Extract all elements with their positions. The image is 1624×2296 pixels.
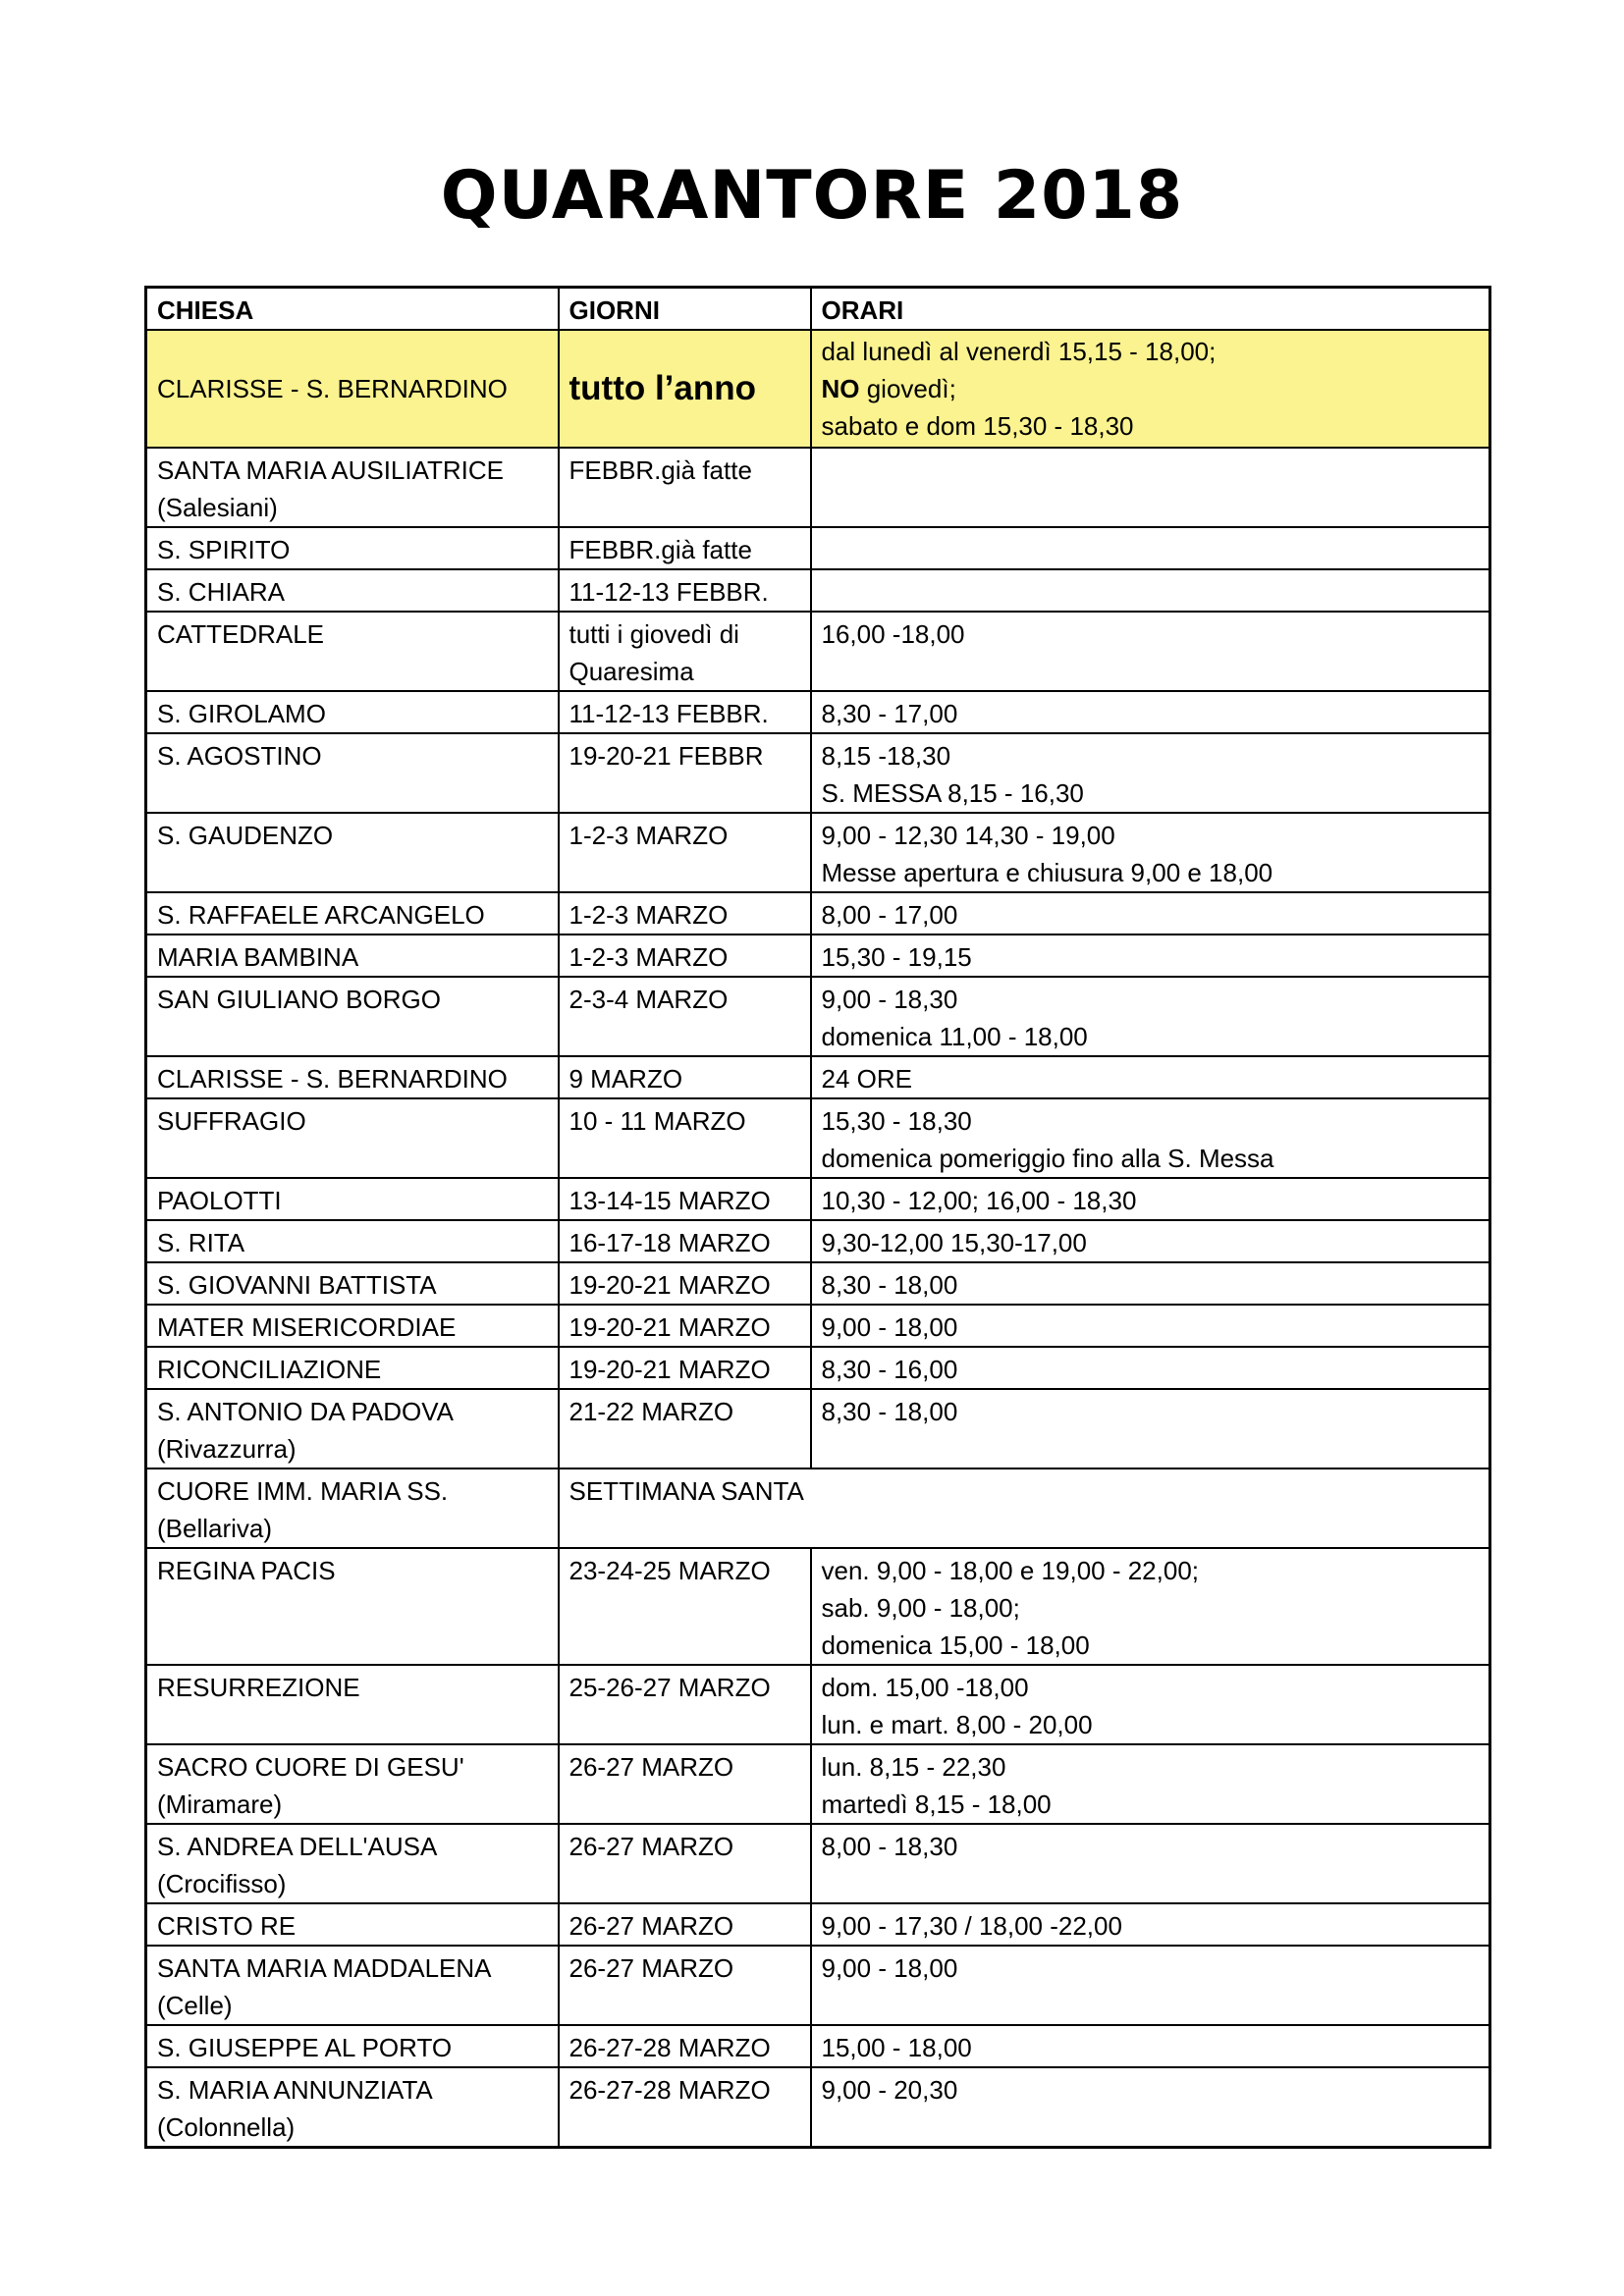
days-cell-line: 26-27 MARZO xyxy=(568,1911,734,1941)
table-row xyxy=(146,733,1490,813)
days-cell xyxy=(559,1262,811,1305)
featured-church: CLARISSE - S. BERNARDINO xyxy=(146,330,559,448)
church-cell xyxy=(146,1098,559,1178)
table-row xyxy=(146,2025,1490,2067)
church-cell-line: S. GIROLAMO xyxy=(157,699,326,728)
church-cell-line: S. GIUSEPPE AL PORTO xyxy=(157,2033,453,2062)
hours-cell-line: S. MESSA 8,15 - 16,30 xyxy=(821,778,1084,808)
church-cell xyxy=(146,1548,559,1665)
hours-cell-line: ven. 9,00 - 18,00 e 19,00 - 22,00; xyxy=(821,1556,1200,1585)
days-cell xyxy=(559,1098,811,1178)
days-cell xyxy=(559,527,811,569)
featured-hours-emphasis: NO xyxy=(821,374,860,403)
church-cell xyxy=(146,934,559,977)
hours-cell xyxy=(811,1305,1490,1347)
church-cell-line: CUORE IMM. MARIA SS. xyxy=(157,1476,449,1506)
days-cell xyxy=(559,1389,811,1468)
days-cell-line: 23-24-25 MARZO xyxy=(568,1556,771,1585)
church-cell xyxy=(146,2025,559,2067)
days-cell-line: 1-2-3 MARZO xyxy=(568,821,729,850)
hours-cell xyxy=(811,1178,1490,1220)
days-cell-line: 19-20-21 MARZO xyxy=(568,1355,771,1384)
days-cell xyxy=(559,1056,811,1098)
hours-cell xyxy=(811,448,1490,527)
church-cell xyxy=(146,1903,559,1946)
table-row xyxy=(146,1824,1490,1903)
days-cell-line: 19-20-21 FEBBR xyxy=(568,741,764,771)
table-row xyxy=(146,1178,1490,1220)
hours-cell-line: 9,00 - 17,30 / 18,00 -22,00 xyxy=(821,1911,1122,1941)
church-cell xyxy=(146,1305,559,1347)
church-cell-line: S. CHIARA xyxy=(157,577,286,607)
hours-cell-line: 9,00 - 18,30 xyxy=(821,985,958,1014)
church-cell-line: (Colonnella) xyxy=(157,2112,296,2142)
hours-cell-line: 16,00 -18,00 xyxy=(821,619,965,649)
church-cell-line: (Rivazzurra) xyxy=(157,1434,297,1464)
hours-cell-line: 10,30 - 12,00; 16,00 - 18,30 xyxy=(821,1186,1137,1215)
hours-cell xyxy=(811,2025,1490,2067)
church-cell xyxy=(146,612,559,691)
church-cell xyxy=(146,1347,559,1389)
church-cell xyxy=(146,813,559,892)
table-row xyxy=(146,1056,1490,1098)
church-cell xyxy=(146,691,559,733)
hours-cell-line: domenica pomeriggio fino alla S. Messa xyxy=(821,1144,1274,1173)
church-cell xyxy=(146,1178,559,1220)
schedule-table xyxy=(144,286,1491,2149)
table-row xyxy=(146,1946,1490,2025)
table-row xyxy=(146,813,1490,892)
hours-cell-line: martedì 8,15 - 18,00 xyxy=(821,1789,1052,1819)
hours-cell-line: 9,00 - 20,30 xyxy=(821,2075,958,2105)
days-cell-line: 1-2-3 MARZO xyxy=(568,900,729,930)
days-cell xyxy=(559,934,811,977)
hours-cell-line: 24 ORE xyxy=(821,1064,912,1094)
church-cell xyxy=(146,569,559,612)
hours-cell-line: 8,30 - 17,00 xyxy=(821,699,958,728)
table-row xyxy=(146,691,1490,733)
church-cell-line: (Bellariva) xyxy=(157,1514,273,1543)
hours-cell xyxy=(811,1744,1490,1824)
table-row xyxy=(146,1744,1490,1824)
church-cell-line: RICONCILIAZIONE xyxy=(157,1355,382,1384)
church-cell-line: (Miramare) xyxy=(157,1789,283,1819)
hours-cell xyxy=(811,1262,1490,1305)
days-cell xyxy=(559,1178,811,1220)
days-cell xyxy=(559,2025,811,2067)
hours-cell xyxy=(811,1903,1490,1946)
church-cell xyxy=(146,527,559,569)
church-cell-line: SANTA MARIA AUSILIATRICE xyxy=(157,455,505,485)
church-cell xyxy=(146,892,559,934)
days-cell xyxy=(559,1946,811,2025)
featured-hours-line: sabato e dom 15,30 - 18,30 xyxy=(821,411,1134,441)
hours-cell xyxy=(811,1824,1490,1903)
header-giorni: GIORNI xyxy=(559,288,811,331)
days-cell xyxy=(559,569,811,612)
hours-cell-line: domenica 11,00 - 18,00 xyxy=(821,1022,1088,1051)
church-cell xyxy=(146,1665,559,1744)
hours-cell xyxy=(811,813,1490,892)
church-cell-line: CLARISSE - S. BERNARDINO xyxy=(157,1064,508,1094)
hours-cell-line: 15,30 - 19,15 xyxy=(821,942,972,972)
table-row xyxy=(146,934,1490,977)
church-cell-line: REGINA PACIS xyxy=(157,1556,336,1585)
hours-cell xyxy=(811,2067,1490,2148)
church-cell-line: CRISTO RE xyxy=(157,1911,297,1941)
days-cell-line: FEBBR.già fatte xyxy=(568,455,752,485)
table-row xyxy=(146,1220,1490,1262)
days-cell xyxy=(559,2067,811,2148)
days-cell-line: tutti i giovedì di xyxy=(568,619,739,649)
hours-cell-line: 8,00 - 17,00 xyxy=(821,900,958,930)
church-cell-line: SACRO CUORE DI GESU' xyxy=(157,1752,464,1782)
table-row xyxy=(146,612,1490,691)
table-row xyxy=(146,977,1490,1056)
days-cell xyxy=(559,813,811,892)
hours-cell xyxy=(811,612,1490,691)
table-row xyxy=(146,1098,1490,1178)
hours-cell-line: sab. 9,00 - 18,00; xyxy=(821,1593,1020,1623)
days-cell-line: 1-2-3 MARZO xyxy=(568,942,729,972)
hours-cell-line: 9,00 - 18,00 xyxy=(821,1312,958,1342)
featured-days: tutto l’anno xyxy=(559,330,811,448)
church-cell-line: (Celle) xyxy=(157,1991,233,2020)
featured-row xyxy=(146,330,1490,448)
days-cell xyxy=(559,1903,811,1946)
hours-cell xyxy=(811,733,1490,813)
church-cell-line: CATTEDRALE xyxy=(157,619,324,649)
days-cell-line: 11-12-13 FEBBR. xyxy=(568,577,769,607)
church-cell-line: (Crocifisso) xyxy=(157,1869,287,1898)
church-cell-line: SUFFRAGIO xyxy=(157,1106,306,1136)
days-cell-line: 21-22 MARZO xyxy=(568,1397,734,1426)
church-cell xyxy=(146,1220,559,1262)
days-cell-line: 16-17-18 MARZO xyxy=(568,1228,771,1257)
church-cell xyxy=(146,448,559,527)
days-cell xyxy=(559,977,811,1056)
days-cell xyxy=(559,448,811,527)
church-cell xyxy=(146,1468,559,1548)
church-cell-line: (Salesiani) xyxy=(157,493,278,522)
hours-cell-line: 8,30 - 16,00 xyxy=(821,1355,958,1384)
hours-cell-line: dom. 15,00 -18,00 xyxy=(821,1673,1029,1702)
header-chiesa: CHIESA xyxy=(146,288,559,331)
days-cell xyxy=(559,691,811,733)
days-cell-line: 19-20-21 MARZO xyxy=(568,1312,771,1342)
hours-cell xyxy=(811,1548,1490,1665)
days-cell xyxy=(559,1665,811,1744)
days-cell xyxy=(559,612,811,691)
church-cell xyxy=(146,1056,559,1098)
hours-cell-line: Messe apertura e chiusura 9,00 e 18,00 xyxy=(821,858,1273,887)
hours-cell-line: 15,30 - 18,30 xyxy=(821,1106,972,1136)
church-cell-line: S. GAUDENZO xyxy=(157,821,334,850)
hours-cell xyxy=(811,892,1490,934)
page-title: QUARANTORE 2018 xyxy=(440,157,1184,235)
days-cell-line: 26-27-28 MARZO xyxy=(568,2033,771,2062)
church-cell-line: SANTA MARIA MADDALENA xyxy=(157,1953,492,1983)
hours-cell-line: 15,00 - 18,00 xyxy=(821,2033,972,2062)
hours-cell xyxy=(811,934,1490,977)
days-cell xyxy=(559,892,811,934)
days-cell xyxy=(559,1347,811,1389)
church-cell-line: S. RAFFAELE ARCANGELO xyxy=(157,900,485,930)
period-cell: SETTIMANA SANTA xyxy=(559,1468,1490,1548)
church-cell-line: S. RITA xyxy=(157,1228,245,1257)
church-cell-line: S. AGOSTINO xyxy=(157,741,322,771)
featured-hours-line: dal lunedì al venerdì 15,15 - 18,00; xyxy=(821,337,1217,366)
church-cell-line: S. GIOVANNI BATTISTA xyxy=(157,1270,437,1300)
hours-cell xyxy=(811,1389,1490,1468)
hours-cell-line: 8,00 - 18,30 xyxy=(821,1832,958,1861)
church-cell xyxy=(146,733,559,813)
hours-cell-line: domenica 15,00 - 18,00 xyxy=(821,1630,1090,1660)
hours-cell xyxy=(811,569,1490,612)
days-cell xyxy=(559,733,811,813)
days-cell-line: 11-12-13 FEBBR. xyxy=(568,699,769,728)
days-cell-line: 25-26-27 MARZO xyxy=(568,1673,771,1702)
days-cell-line: 19-20-21 MARZO xyxy=(568,1270,771,1300)
hours-cell-line: 9,00 - 12,30 14,30 - 19,00 xyxy=(821,821,1115,850)
hours-cell xyxy=(811,1347,1490,1389)
days-cell xyxy=(559,1548,811,1665)
days-cell-line: 26-27 MARZO xyxy=(568,1832,734,1861)
church-cell xyxy=(146,1946,559,2025)
days-cell-line: 26-27 MARZO xyxy=(568,1953,734,1983)
church-cell-line: PAOLOTTI xyxy=(157,1186,282,1215)
church-cell-line: MATER MISERICORDIAE xyxy=(157,1312,457,1342)
table-row xyxy=(146,527,1490,569)
days-cell xyxy=(559,1305,811,1347)
hours-cell xyxy=(811,1056,1490,1098)
header-orari: ORARI xyxy=(811,288,1490,331)
hours-cell xyxy=(811,1946,1490,2025)
church-cell xyxy=(146,2067,559,2148)
hours-cell xyxy=(811,527,1490,569)
hours-cell xyxy=(811,1665,1490,1744)
table-row xyxy=(146,1347,1490,1389)
featured-hours-text: giovedì; xyxy=(859,374,956,403)
table-header-row xyxy=(146,288,1490,331)
table-row xyxy=(146,1548,1490,1665)
days-cell-line: 13-14-15 MARZO xyxy=(568,1186,771,1215)
church-cell xyxy=(146,977,559,1056)
days-cell-line: Quaresima xyxy=(568,657,694,686)
days-cell-line: 26-27-28 MARZO xyxy=(568,2075,771,2105)
table-row xyxy=(146,1389,1490,1468)
featured-hours xyxy=(811,330,1490,448)
table-row xyxy=(146,1305,1490,1347)
hours-cell xyxy=(811,1098,1490,1178)
days-cell-line: 9 MARZO xyxy=(568,1064,683,1094)
church-cell xyxy=(146,1262,559,1305)
table-row xyxy=(146,1665,1490,1744)
hours-cell xyxy=(811,977,1490,1056)
days-cell-line: FEBBR.già fatte xyxy=(568,535,752,564)
table-row xyxy=(146,892,1490,934)
hours-cell-line: lun. e mart. 8,00 - 20,00 xyxy=(821,1710,1093,1739)
church-cell xyxy=(146,1744,559,1824)
church-cell-line: MARIA BAMBINA xyxy=(157,942,359,972)
table-row xyxy=(146,2067,1490,2148)
days-cell-line: 26-27 MARZO xyxy=(568,1752,734,1782)
hours-cell-line: 9,00 - 18,00 xyxy=(821,1953,958,1983)
church-cell-line: RESURREZIONE xyxy=(157,1673,360,1702)
table-row xyxy=(146,448,1490,527)
hours-cell-line: 9,30-12,00 15,30-17,00 xyxy=(821,1228,1087,1257)
church-cell-line: S. ANDREA DELL'AUSA xyxy=(157,1832,438,1861)
table-row xyxy=(146,1262,1490,1305)
table-row xyxy=(146,1903,1490,1946)
featured-hours-line xyxy=(822,370,1480,407)
church-cell xyxy=(146,1824,559,1903)
days-cell-line: 10 - 11 MARZO xyxy=(568,1106,746,1136)
hours-cell xyxy=(811,691,1490,733)
days-cell xyxy=(559,1744,811,1824)
table-row xyxy=(146,569,1490,612)
hours-cell-line: 8,15 -18,30 xyxy=(821,741,951,771)
church-cell-line: S. SPIRITO xyxy=(157,535,291,564)
hours-cell xyxy=(811,1220,1490,1262)
days-cell xyxy=(559,1220,811,1262)
hours-cell-line: lun. 8,15 - 22,30 xyxy=(821,1752,1006,1782)
days-cell-line: 2-3-4 MARZO xyxy=(568,985,729,1014)
church-cell-line: S. MARIA ANNUNZIATA xyxy=(157,2075,433,2105)
table-row xyxy=(146,1468,1490,1548)
days-cell xyxy=(559,1824,811,1903)
hours-cell-line: 8,30 - 18,00 xyxy=(821,1397,958,1426)
church-cell xyxy=(146,1389,559,1468)
church-cell-line: S. ANTONIO DA PADOVA xyxy=(157,1397,454,1426)
church-cell-line: SAN GIULIANO BORGO xyxy=(157,985,441,1014)
hours-cell-line: 8,30 - 18,00 xyxy=(821,1270,958,1300)
